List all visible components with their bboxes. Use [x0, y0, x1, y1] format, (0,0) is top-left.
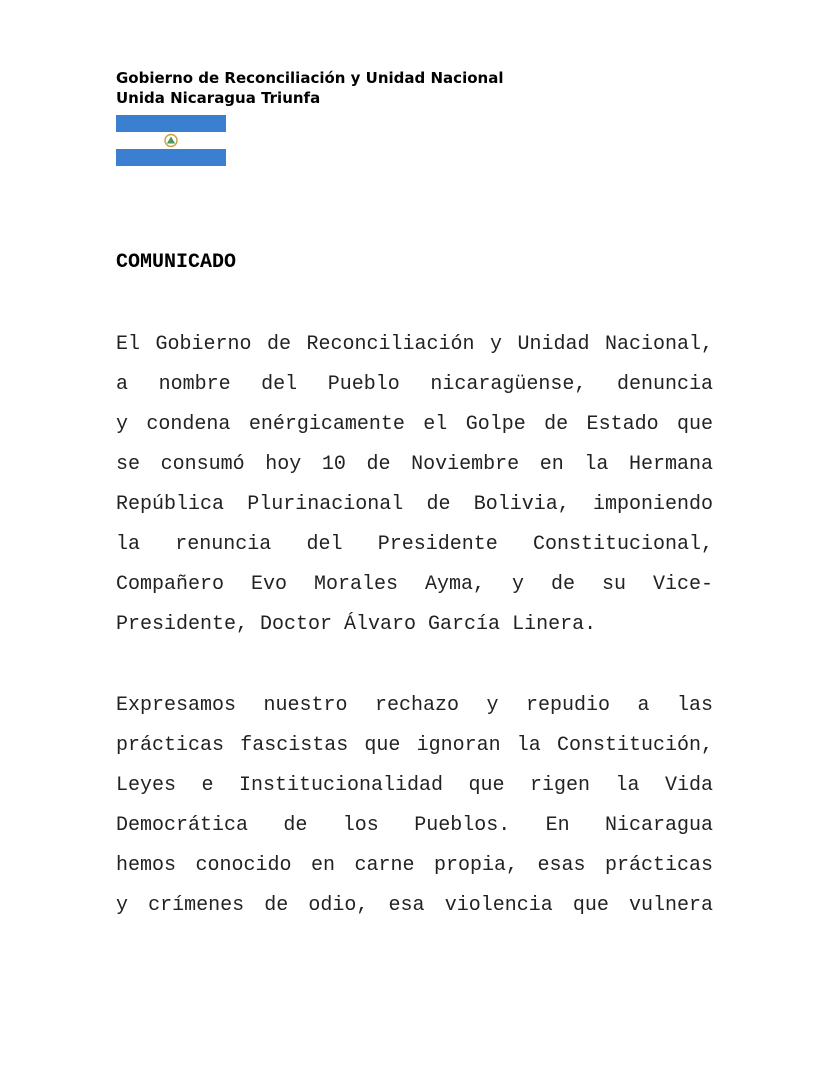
text-line: hemos conocido en carne propia, esas prácticas	[116, 854, 713, 877]
text-line: se consumó hoy 10 de Noviembre en la Hermana	[116, 453, 713, 476]
flag-stripe-top	[116, 115, 226, 132]
text-line: y crímenes de odio, esa violencia que vulnera	[116, 894, 713, 917]
text-line: Leyes e Institucionalidad que rigen la Vida	[116, 774, 713, 797]
letterhead	[116, 68, 503, 108]
flag-stripe-bottom	[116, 149, 226, 166]
text-line: Democrática de los Pueblos. En Nicaragua	[116, 814, 713, 837]
letterhead-line-2: Unida Nicaragua Triunfa	[116, 89, 321, 107]
text-line: prácticas fascistas que ignoran la Constitución,	[116, 734, 713, 757]
text-line: Presidente, Doctor Álvaro García Linera.	[116, 613, 597, 636]
text-line: Compañero Evo Morales Ayma, y de su Vice-	[116, 573, 713, 596]
page-title: COMUNICADO	[116, 251, 237, 274]
paragraph-2	[116, 694, 713, 934]
text-line: y condena enérgicamente el Golpe de Estado que	[116, 413, 713, 436]
text-line: República Plurinacional de Bolivia, imponiendo	[116, 493, 713, 516]
nicaragua-flag-icon	[116, 115, 226, 166]
text-line: la renuncia del Presidente Constitucional,	[116, 533, 713, 556]
text-line: Expresamos nuestro rechazo y repudio a las	[116, 694, 713, 717]
paragraph-1	[116, 333, 713, 653]
text-line: a nombre del Pueblo nicaragüense, denuncia	[116, 373, 713, 396]
text-line: El Gobierno de Reconciliación y Unidad Nacional,	[116, 333, 713, 356]
letterhead-line-1: Gobierno de Reconciliación y Unidad Nacional	[116, 69, 504, 87]
